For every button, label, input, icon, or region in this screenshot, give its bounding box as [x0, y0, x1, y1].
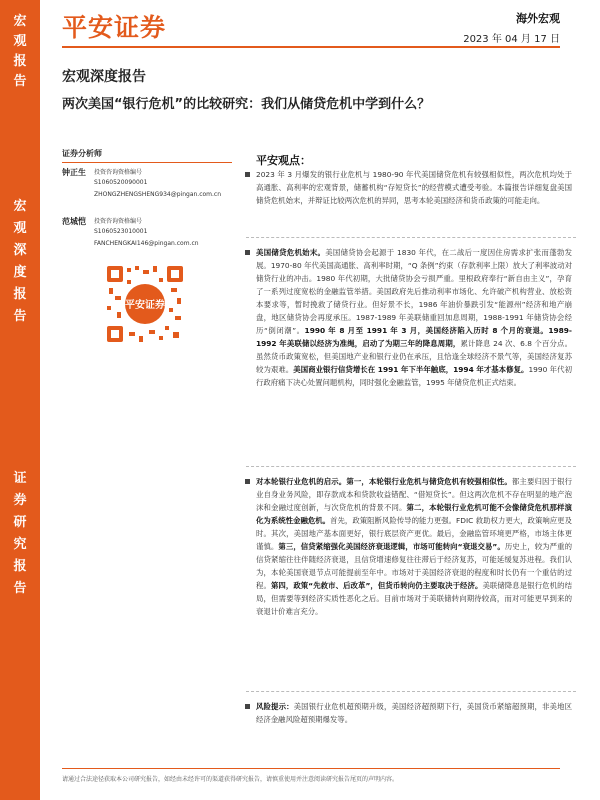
sidebar-label-securities-research: 证券研究报告 [13, 471, 27, 596]
paragraph-text: 累计降息 24 次、6.8 个百分点。虽然货币政策宽松，但美国地产业和银行业仍在承压，且恰逢全球经济不景气等，美国经济复苏较为艰难。 [256, 339, 572, 374]
paragraph-bold-lead: 风险提示： [256, 702, 294, 711]
analyst-cert-number: S1060523010001 [94, 228, 148, 235]
paragraph-text: 都主要归因于银行业自身业务风险，即存款成本和贷款收益错配、“借短贷长”。但这两次危机不存在明显的地产泡沫和金融过度创新，与次贷危机的背景不同。 [256, 477, 572, 512]
analyst-entry [62, 167, 232, 216]
paragraph-bold-text: 第二，本轮银行业危机可能不会像储贷危机那样演化为系统性金融危机。 [256, 503, 572, 525]
bullet-icon [245, 250, 250, 255]
section-divider [246, 691, 576, 692]
analyst-heading: 证券分析师 [62, 148, 232, 163]
view-paragraph-implications [256, 475, 572, 618]
report-date: 2023 年 04 月 17 日 [463, 34, 560, 45]
bullet-icon [245, 172, 250, 177]
report-region: 海外宏观 [516, 12, 560, 25]
paragraph-text: 美联储降息是银行危机的结局，但需要等到经济实质性恶化之后。目前市场对于美联储转向期待较高，而对可能更早到来的衰退计价难言充分。 [256, 581, 572, 616]
paragraph-bold-text: 第四，政策“先救市、后改革”，但货币转向仍主要取决于经济。 [270, 581, 483, 590]
company-logo: 平安证券 [62, 13, 167, 42]
paragraph-text: 美国储贷协会起源于 1830 年代，在二战后一度因住房需求扩张而蓬勃发展。1970-80 年代美国高通胀、高利率时期，“Q 条例”约束（存款利率上限）放大了利率波动对储贷行业的冲击。1980 年代初期，大批储贷协会亏损严重。里根政府奉行“新自由主义”，孕育了一系列过度宽松的金融监管举措。美国政府先后推动利率市场化、允许破产机构营业、放松资本要求等，暂时挽救了储贷行业。但好景不长，1986 年油价暴跌引发“能源州”经济和地产崩盘，地区储贷协会再度承压。1987-1989 年美联储重回加息周期，1988-1991 年储贷协会经历“倒闭潮”。 [256, 248, 572, 335]
header-divider [62, 46, 560, 48]
analyst-cert-label: 投资咨询资格编号 [94, 218, 143, 225]
sidebar-label-macro-report: 宏观报告 [13, 14, 27, 89]
report-type: 宏观深度报告 [62, 69, 146, 85]
paragraph-bold-text: 1990 年 8 月至 1991 年 3 月，美国经济陷入历时 8 个月的衰退。1989-1992 年美联储以经济为准绳，启动了为期三年的降息周期， [256, 326, 572, 348]
footer-disclaimer: 请通过合法途径获取本公司研究报告，如经由未经许可的渠道获得研究报告，请慎重使用并注意阅读研究报告尾页的声明内容。 [62, 776, 399, 783]
analyst-name: 范城恺 [62, 217, 86, 226]
paragraph-bold-text: 第三，信贷紧缩强化美国经济衰退逻辑，市场可能转向“衰退交易”。 [278, 542, 505, 551]
view-paragraph-summary [256, 168, 572, 207]
section-divider [246, 237, 576, 238]
analyst-name: 钟正生 [62, 168, 86, 177]
analyst-email: ZHONGZHENGSHENG934@pingan.com.cn [94, 191, 222, 198]
view-paragraph-risk [256, 700, 572, 726]
paragraph-text: 2023 年 3 月爆发的银行业危机与 1980-90 年代美国储贷危机有较强相似性，两次危机均处于高通胀、高利率的宏观背景，储蓄机构“存短贷长”的经营模式遭受考验。本篇报告详细复盘美国储贷危机始末，并辩证比较两次危机的异同，思考本轮美国经济和货币政策的可能走向。 [256, 170, 572, 205]
bullet-icon [245, 704, 250, 709]
paragraph-text: 历史上，较为严重的信贷紧缩往往伴随经济衰退，且信贷增速修复往往滞后于经济复苏，可能延缓复苏进程。我们认为，本轮美国衰退节点可能提前至年中。市场对于美国经济衰退的程度和时长仍有一个重估的过程。 [256, 542, 572, 590]
view-paragraph-history [256, 246, 572, 389]
paragraph-text: 1990 年代初行政府痛下决心处置问题机构，同时强化金融监管，1995 年储贷危机正式结束。 [256, 365, 572, 387]
paragraph-bold-lead: 美国储贷危机始末。 [256, 248, 326, 257]
analyst-cert-label: 投资咨询资格编号 [94, 169, 143, 176]
footer-divider [62, 768, 560, 769]
report-title: 两次美国“银行危机”的比较研究：我们从储贷危机中学到什么？ [62, 97, 431, 112]
paragraph-bold-lead: 对本轮银行业危机的启示。第一，本轮银行业危机与储贷危机有较强相似性。 [256, 477, 512, 486]
sidebar [0, 0, 40, 800]
views-heading: 平安观点： [256, 154, 311, 167]
section-divider [246, 466, 576, 467]
analyst-cert-number: S1060520090001 [94, 179, 148, 186]
paragraph-bold-text: 美国商业银行信贷增长在 1991 年下半年触底，1994 年才基本修复。 [293, 365, 529, 374]
analyst-entry [62, 216, 232, 265]
sidebar-label-deep-report: 宏观深度报告 [13, 199, 27, 324]
analyst-panel [62, 148, 232, 265]
qr-logo-text: 平安证券 [125, 300, 165, 311]
paragraph-text: 首先，政策阻断风险传导的能力更强。FDIC 救助权力更大，政策响应更及时。其次，美国地产基本面更好，银行底层资产更优。最后，金融监管环境更严格，市场主体更谨慎。 [256, 516, 572, 551]
qr-code-icon [103, 262, 187, 346]
analyst-email: FANCHENGKAI146@pingan.com.cn [94, 240, 199, 247]
bullet-icon [245, 479, 250, 484]
paragraph-text: 美国银行业危机超预期升级，美国经济超预期下行，美国货币紧缩超预期，非美地区经济金融风险超预期爆发等。 [256, 702, 572, 724]
